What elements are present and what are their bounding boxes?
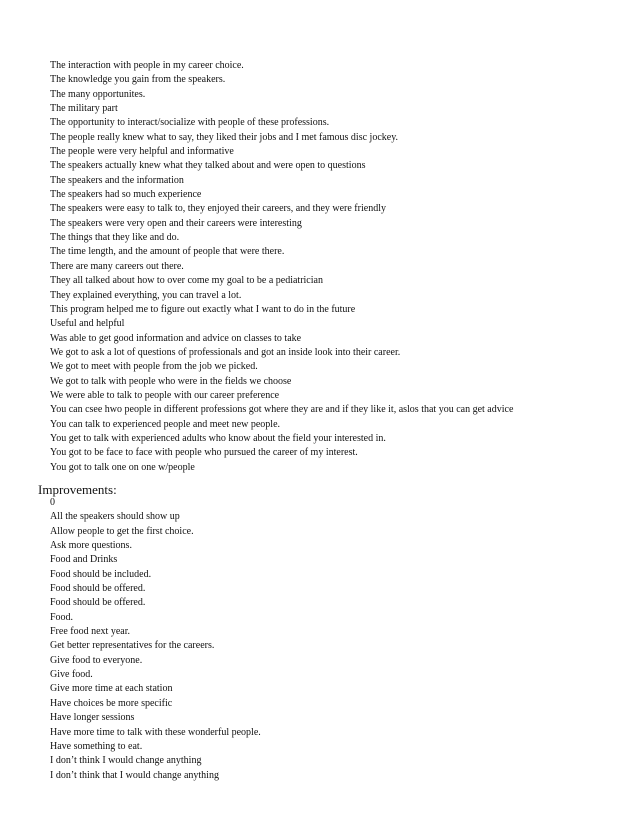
list-item: The opportunity to interact/socialize with people of these professions. [50,117,330,129]
list-item: The many opportunites. [50,88,146,100]
list-item: The time length, and the amount of people that were there. [50,246,285,258]
list-item: The speakers actually knew what they talked about and were open to questions [50,160,366,172]
list-item: You can talk to experienced people and meet new people. [50,418,281,430]
list-item: The people were very helpful and informative [50,146,234,158]
list-item: This program helped me to figure out exactly what I want to do in the future [50,303,356,315]
list-item: We got to ask a lot of questions of professionals and got an inside look into their career. [50,346,401,358]
list-item: Food should be offered. [50,597,146,609]
list-item: There are many careers out there. [50,260,184,272]
list-item: Useful and helpful [50,318,125,330]
list-item: Food should be offered. [50,583,146,595]
list-item: I don’t think I would change anything [50,755,202,767]
list-item: We got to meet with people from the job we picked. [50,361,258,373]
improvements-list [50,496,261,783]
list-item: The people really knew what to say, they liked their jobs and I met famous disc jockey. [50,131,399,143]
list-item: Have longer sessions [50,712,135,724]
list-item: Allow people to get the first choice. [50,525,194,537]
list-item: You can csee hwo people in different professions got where they are and if they like it, aslos that you can get advice [50,404,514,416]
list-item: Ask more questions. [50,540,132,552]
list-item: Have something to eat. [50,740,143,752]
list-item: Give food. [50,669,93,681]
list-item: Have more time to talk with these wonderful people. [50,726,261,738]
list-item: Free food next year. [50,626,130,638]
list-item: Give food to everyone. [50,654,143,666]
list-item: You got to talk one on one w/people [50,461,195,473]
list-item: 0 [50,497,55,508]
list-item: The speakers were very open and their careers were interesting [50,217,302,229]
list-item: Was able to get good information and advice on classes to take [50,332,302,344]
list-item: They explained everything, you can travel a lot. [50,289,242,301]
list-item: We were able to talk to people with our career preference [50,389,280,401]
list-item: You got to be face to face with people who pursued the career of my interest. [50,447,358,459]
list-item: All the speakers should show up [50,511,180,523]
list-item: I don’t think that I would change anything [50,769,219,781]
list-item: We got to talk with people who were in the fields we choose [50,375,292,387]
list-item: You get to talk with experienced adults who know about the field your interested in. [50,432,386,444]
list-item: The things that they like and do. [50,232,180,244]
list-item: The speakers and the information [50,174,184,186]
list-item: The military part [50,103,118,115]
list-item: They all talked about how to over come my goal to be a pediatrician [50,275,323,287]
comments-list [50,59,513,475]
list-item: The speakers had so much experience [50,189,202,201]
list-item: Food should be included. [50,568,152,580]
list-item: Have choices be more specific [50,697,173,709]
list-item: Food and Drinks [50,554,118,566]
list-item: Give more time at each station [50,683,173,695]
list-item: Get better representatives for the careers. [50,640,215,652]
list-item: The interaction with people in my career choice. [50,60,244,71]
list-item: The knowledge you gain from the speakers. [50,74,226,86]
list-item: Food. [50,611,74,623]
improvements-heading: Improvements: [38,482,117,497]
list-item: The speakers were easy to talk to, they enjoyed their careers, and they were friendly [50,203,386,215]
